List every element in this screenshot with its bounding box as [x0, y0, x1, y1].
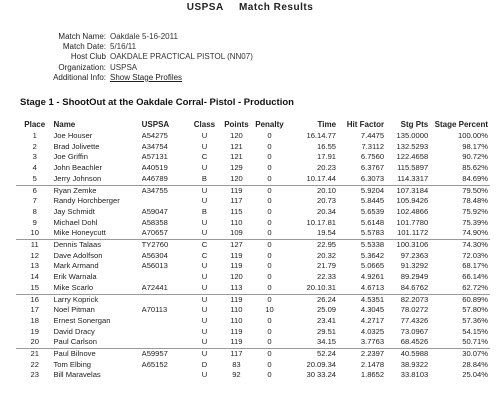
cell-place: 15	[30, 282, 39, 292]
cell-time: 10.17.81	[306, 217, 337, 227]
cell-class: U	[201, 272, 208, 282]
match-info-label: Match Date:	[62, 42, 106, 52]
cell-hit-factor: 4.9261	[360, 272, 385, 282]
match-info-row	[0, 42, 500, 52]
cell-points: 113	[230, 282, 243, 292]
cell-time: 30 33.24	[306, 370, 337, 380]
cell-uspsa: A58358	[141, 217, 168, 227]
cell-class: U	[201, 228, 208, 238]
cell-points: 110	[230, 315, 243, 325]
col-place: Place	[24, 120, 46, 129]
cell-place: 13	[30, 261, 39, 271]
cell-stage-points: 100.3106	[384, 240, 428, 251]
table-row	[16, 163, 490, 174]
match-info-label: Additional Info:	[53, 72, 106, 82]
cell-name: Mike Honeycutt	[53, 228, 106, 238]
cell-points: 117	[230, 196, 243, 206]
cell-name: Paul Bilnove	[53, 349, 141, 360]
table-row	[16, 196, 490, 207]
cell-penalty: 0	[252, 240, 287, 251]
cell-name: Jerry Johnson	[53, 173, 102, 183]
cell-place: 16	[16, 294, 53, 305]
cell-hit-factor: 5.3642	[360, 250, 385, 260]
cell-name: Joe Houser	[53, 131, 93, 140]
cell-uspsa: A56013	[141, 261, 168, 271]
cell-class: U	[201, 315, 208, 325]
cell-stage-percent: 54.15%	[462, 326, 488, 336]
cell-stage-points: 73.0967	[400, 326, 429, 336]
cell-points: 110	[230, 305, 243, 315]
cell-name: John Beachler	[53, 163, 103, 173]
cell-stage-points: 135.0000	[396, 131, 429, 140]
cell-time: 22.33	[317, 272, 337, 282]
cell-name: Erik Warnala	[53, 272, 97, 282]
cell-place: 11	[16, 240, 53, 251]
cell-uspsa: A72441	[141, 282, 168, 292]
cell-class: D	[201, 359, 208, 369]
cell-penalty: 0	[267, 163, 272, 173]
cell-place: 22	[30, 359, 39, 369]
cell-place: 19	[30, 326, 39, 336]
cell-penalty: 0	[267, 250, 272, 260]
cell-time: 22.95	[287, 240, 340, 251]
table-row	[16, 327, 490, 338]
cell-stage-percent: 74.30%	[428, 240, 490, 251]
cell-time: 20.32	[317, 250, 337, 260]
cell-name: Noel Pitman	[53, 305, 95, 315]
cell-stage-percent: 60.89%	[428, 294, 490, 305]
cell-points: 119	[230, 326, 243, 336]
cell-uspsa: A59957	[142, 349, 188, 360]
table-row	[16, 207, 490, 218]
cell-name: Jay Schmidt	[53, 206, 95, 216]
cell-penalty: 0	[252, 294, 287, 305]
cell-time: 20.09.34	[306, 359, 337, 369]
table-row	[16, 131, 490, 142]
show-stage-profiles-link[interactable]: Show Stage Profiles	[110, 72, 183, 82]
match-info-row	[0, 32, 500, 42]
cell-penalty: 0	[267, 370, 272, 380]
cell-penalty: 0	[267, 359, 272, 369]
cell-stage-percent: 78.48%	[462, 196, 488, 206]
cell-hit-factor: 5.5783	[360, 228, 385, 238]
cell-name: Dennis Talaas	[53, 240, 141, 251]
cell-uspsa: A40519	[141, 163, 168, 173]
cell-stage-percent: 62.72%	[462, 282, 488, 292]
table-row	[16, 294, 490, 305]
cell-penalty: 0	[267, 196, 272, 206]
cell-uspsa: A59047	[141, 206, 168, 216]
cell-place: 5	[32, 173, 37, 183]
cell-hit-factor: 1.8652	[360, 370, 385, 380]
cell-time: 20.23	[317, 163, 337, 173]
cell-name: Mike Scarlo	[53, 282, 94, 292]
cell-uspsa: A34755	[142, 185, 188, 196]
cell-stage-points: 78.0272	[400, 305, 429, 315]
cell-time: 16.14.77	[306, 131, 337, 140]
cell-points: 119	[221, 294, 252, 305]
cell-stage-points: 77.4326	[400, 315, 429, 325]
cell-stage-percent: 74.90%	[462, 228, 488, 238]
col-class: Class	[193, 120, 216, 129]
cell-uspsa: TY2760	[142, 240, 188, 251]
cell-class: C	[201, 250, 208, 260]
cell-penalty: 0	[267, 261, 272, 271]
cell-uspsa: A70113	[141, 305, 168, 315]
cell-stage-percent: 72.03%	[462, 250, 488, 260]
cell-stage-percent: 90.72%	[462, 152, 488, 162]
cell-name: Ernest Sonergan	[53, 315, 111, 325]
cell-penalty: 10	[265, 305, 274, 315]
cell-name: Randy Horchberger	[53, 196, 120, 206]
cell-stage-percent: 57.36%	[462, 315, 488, 325]
cell-place: 8	[32, 206, 37, 216]
cell-class: U	[201, 196, 208, 206]
table-row	[16, 152, 490, 163]
cell-uspsa	[142, 337, 188, 348]
cell-hit-factor: 6.3073	[360, 173, 385, 183]
cell-stage-percent: 28.84%	[462, 359, 488, 369]
cell-time: 34.15	[317, 337, 337, 347]
cell-place: 20	[30, 337, 39, 347]
col-name: Name	[53, 120, 76, 129]
cell-time: 29.51	[317, 326, 337, 336]
cell-name: David Dracy	[53, 326, 95, 336]
report-title: Match Results	[238, 2, 314, 13]
cell-hit-factor: 4.5351	[340, 294, 384, 305]
cell-uspsa: A56304	[141, 250, 168, 260]
cell-place: 10	[30, 228, 39, 238]
cell-penalty: 0	[267, 337, 272, 347]
cell-stage-points: 40.5988	[384, 349, 428, 360]
cell-uspsa: A34754	[141, 141, 168, 151]
cell-stage-percent: 50.71%	[462, 337, 488, 347]
cell-stage-points: 101.7780	[396, 217, 429, 227]
cell-name: Mark Armand	[53, 261, 99, 271]
table-row	[16, 228, 490, 239]
cell-hit-factor: 5.6539	[360, 206, 385, 216]
cell-stage-percent: 85.62%	[462, 163, 488, 173]
cell-uspsa: A70657	[141, 228, 168, 238]
table-row	[16, 174, 490, 185]
col-time: Time	[317, 120, 337, 129]
cell-stage-points: 114.3317	[397, 173, 429, 183]
cell-hit-factor: 5.6148	[360, 217, 385, 227]
cell-stage-points: 101.1172	[397, 228, 429, 238]
table-row	[16, 283, 490, 294]
cell-stage-points: 68.4526	[400, 337, 429, 347]
cell-time: 17.91	[317, 152, 337, 162]
cell-class: C	[188, 240, 221, 251]
cell-uspsa: A65152	[141, 359, 168, 369]
cell-penalty: 0	[267, 217, 272, 227]
cell-uspsa	[142, 272, 188, 283]
cell-stage-percent: 30.07%	[428, 349, 490, 360]
table-row	[16, 251, 490, 262]
match-info-value: 5/16/11	[110, 42, 137, 52]
col-points: Points	[224, 120, 249, 129]
cell-time: 20.10.31	[306, 282, 337, 292]
match-info	[0, 32, 500, 83]
cell-points: 119	[230, 250, 243, 260]
cell-stage-percent: 57.80%	[462, 305, 488, 315]
page-title	[0, 2, 500, 13]
cell-stage-points: 82.2073	[384, 294, 428, 305]
col-stage-points: Stg Pts	[400, 120, 429, 129]
cell-stage-percent: 84.69%	[462, 173, 488, 183]
cell-penalty: 0	[267, 228, 272, 238]
cell-stage-points: 102.4866	[396, 206, 429, 216]
table-row	[16, 218, 490, 229]
cell-uspsa	[142, 196, 188, 207]
cell-stage-percent: 75.92%	[462, 206, 488, 216]
cell-hit-factor: 6.3767	[360, 163, 385, 173]
cell-class: U	[201, 261, 208, 271]
col-penalty: Penalty	[255, 120, 284, 129]
cell-penalty: 0	[252, 349, 287, 360]
cell-time: 23.41	[317, 315, 337, 325]
cell-hit-factor: 5.5338	[340, 240, 384, 251]
match-info-row	[0, 73, 500, 83]
cell-class: U	[201, 305, 208, 315]
col-uspsa: USPSA	[141, 120, 170, 129]
cell-place: 21	[16, 349, 53, 360]
cell-points: 119	[230, 337, 243, 347]
cell-stage-percent: 68.17%	[462, 261, 488, 271]
cell-time: 26.24	[287, 294, 340, 305]
cell-time: 25.09	[317, 305, 337, 315]
stage-title: Stage 1 - ShootOut at the Oakdale Corral- Pistol - Production	[20, 97, 294, 108]
cell-place: 14	[30, 272, 39, 282]
cell-class: C	[201, 152, 208, 162]
cell-class: U	[201, 163, 208, 173]
col-hit-factor: Hit Factor	[346, 120, 385, 129]
cell-time: 21.79	[317, 261, 337, 271]
cell-hit-factor: 3.7763	[360, 337, 385, 347]
cell-place: 6	[16, 185, 53, 196]
cell-hit-factor: 4.0325	[360, 326, 385, 336]
table-row	[16, 240, 490, 251]
cell-stage-points: 91.3292	[400, 261, 429, 271]
cell-points: 117	[221, 349, 252, 360]
cell-stage-points: 33.8103	[400, 370, 429, 380]
table-row	[16, 337, 490, 348]
cell-penalty: 0	[267, 152, 272, 162]
cell-class: B	[201, 173, 207, 183]
table-row	[16, 185, 490, 196]
cell-points: 120	[230, 272, 243, 282]
cell-uspsa: A46789	[141, 173, 168, 183]
cell-class: U	[188, 185, 221, 196]
cell-time: 10.17.44	[306, 173, 337, 183]
match-info-value: Oakdale 5-16-2011	[110, 32, 178, 41]
table-row	[16, 272, 490, 283]
cell-hit-factor: 4.3045	[360, 305, 385, 315]
results-table	[16, 118, 490, 381]
cell-stage-points: 84.6762	[400, 282, 429, 292]
cell-points: 92	[232, 370, 241, 380]
cell-name: Tom Elbing	[53, 359, 92, 369]
cell-points: 121	[230, 141, 243, 151]
cell-uspsa: A57131	[141, 152, 168, 162]
cell-class: U	[201, 337, 208, 347]
cell-penalty: 0	[267, 326, 272, 336]
cell-stage-percent: 75.39%	[462, 217, 488, 227]
cell-penalty: 0	[267, 173, 272, 183]
cell-stage-points: 97.2363	[400, 250, 429, 260]
cell-class: U	[201, 326, 208, 336]
cell-time: 16.55	[317, 141, 337, 151]
cell-uspsa	[142, 370, 188, 381]
cell-hit-factor: 7.3112	[361, 141, 385, 151]
cell-name: Joe Griffin	[53, 152, 88, 162]
table-row	[16, 349, 490, 360]
cell-place: 1	[32, 131, 37, 140]
org-name: USPSA	[186, 2, 224, 13]
cell-points: 109	[230, 228, 243, 238]
cell-time: 52.24	[287, 349, 340, 360]
cell-stage-percent: 100.00%	[458, 131, 488, 140]
cell-penalty: 0	[267, 315, 272, 325]
cell-time: 19.54	[317, 228, 337, 238]
cell-hit-factor: 7.4475	[360, 131, 385, 140]
cell-penalty: 0	[267, 141, 272, 151]
cell-hit-factor: 4.2717	[360, 315, 385, 325]
cell-class: U	[188, 349, 221, 360]
table-row	[16, 360, 490, 371]
col-stage-percent: Stage Percent	[434, 120, 488, 129]
cell-class: U	[201, 282, 208, 292]
cell-class: U	[201, 217, 208, 227]
cell-hit-factor: 6.7560	[360, 152, 385, 162]
cell-hit-factor: 2.1478	[360, 359, 385, 369]
cell-name: Ryan Zemke	[53, 185, 141, 196]
cell-place: 18	[30, 315, 39, 325]
cell-points: 127	[221, 240, 252, 251]
table-row	[16, 370, 490, 381]
cell-place: 2	[32, 141, 37, 151]
cell-hit-factor: 4.6713	[360, 282, 385, 292]
table-row	[16, 316, 490, 327]
cell-uspsa: A54275	[141, 131, 168, 140]
cell-points: 129	[230, 163, 243, 173]
cell-time: 20.34	[317, 206, 337, 216]
match-info-value: USPSA	[110, 62, 138, 72]
cell-time: 20.73	[317, 196, 337, 206]
cell-uspsa	[142, 327, 188, 338]
cell-place: 7	[32, 196, 37, 206]
cell-uspsa	[142, 316, 188, 327]
cell-class: U	[188, 294, 221, 305]
cell-stage-points: 115.5897	[397, 163, 429, 173]
cell-points: 110	[230, 217, 243, 227]
match-info-label: Match Name:	[58, 32, 106, 41]
cell-place: 4	[32, 163, 37, 173]
cell-hit-factor: 5.9204	[340, 185, 384, 196]
cell-place: 3	[32, 152, 37, 162]
cell-stage-points: 89.2949	[400, 272, 429, 282]
cell-points: 83	[232, 359, 241, 369]
match-info-row	[0, 63, 500, 73]
cell-points: 120	[230, 173, 243, 183]
cell-class: U	[201, 131, 208, 140]
cell-stage-points: 105.9426	[396, 196, 429, 206]
cell-class: U	[201, 370, 208, 380]
table-row	[16, 305, 490, 316]
cell-name: Michael Dohl	[53, 217, 98, 227]
table-row	[16, 142, 490, 153]
cell-place: 9	[32, 217, 37, 227]
table-row	[16, 261, 490, 272]
cell-stage-percent: 98.17%	[462, 141, 488, 151]
cell-hit-factor: 5.0665	[360, 261, 385, 271]
cell-place: 12	[30, 250, 39, 260]
match-info-value: OAKDALE PRACTICAL PISTOL (NN07)	[110, 52, 253, 62]
cell-place: 17	[30, 305, 39, 315]
cell-stage-points: 38.9322	[400, 359, 429, 369]
cell-points: 115	[230, 206, 243, 216]
match-info-label: Organization:	[58, 62, 106, 72]
cell-penalty: 0	[267, 272, 272, 282]
cell-name: Larry Koprick	[53, 294, 141, 305]
cell-stage-points: 122.4658	[396, 152, 429, 162]
cell-stage-percent: 79.50%	[428, 185, 490, 196]
cell-points: 119	[230, 261, 243, 271]
cell-name: Dave Adolfson	[53, 250, 103, 260]
cell-place: 23	[30, 370, 39, 380]
cell-hit-factor: 2.2397	[340, 349, 384, 360]
cell-name: Brad Jolivette	[53, 141, 100, 151]
cell-class: B	[201, 206, 207, 216]
cell-time: 20.10	[287, 185, 340, 196]
results-header-row	[16, 118, 490, 131]
cell-penalty: 0	[267, 282, 272, 292]
cell-hit-factor: 5.8445	[360, 196, 385, 206]
cell-uspsa	[142, 294, 188, 305]
cell-penalty: 0	[267, 206, 272, 216]
match-info-label: Host Club	[70, 52, 106, 62]
cell-penalty: 0	[267, 131, 272, 140]
cell-stage-points: 107.3184	[384, 185, 428, 196]
cell-penalty: 0	[252, 185, 287, 196]
cell-stage-percent: 25.04%	[462, 370, 488, 380]
cell-points: 119	[221, 185, 252, 196]
cell-class: U	[201, 141, 208, 151]
cell-name: Paul Carlson	[53, 337, 97, 347]
cell-points: 121	[230, 152, 243, 162]
cell-name: Bill Maravelas	[53, 370, 101, 380]
match-info-row	[0, 52, 500, 62]
cell-stage-points: 132.5293	[396, 141, 429, 151]
cell-stage-percent: 66.14%	[462, 272, 488, 282]
cell-points: 120	[230, 131, 243, 140]
